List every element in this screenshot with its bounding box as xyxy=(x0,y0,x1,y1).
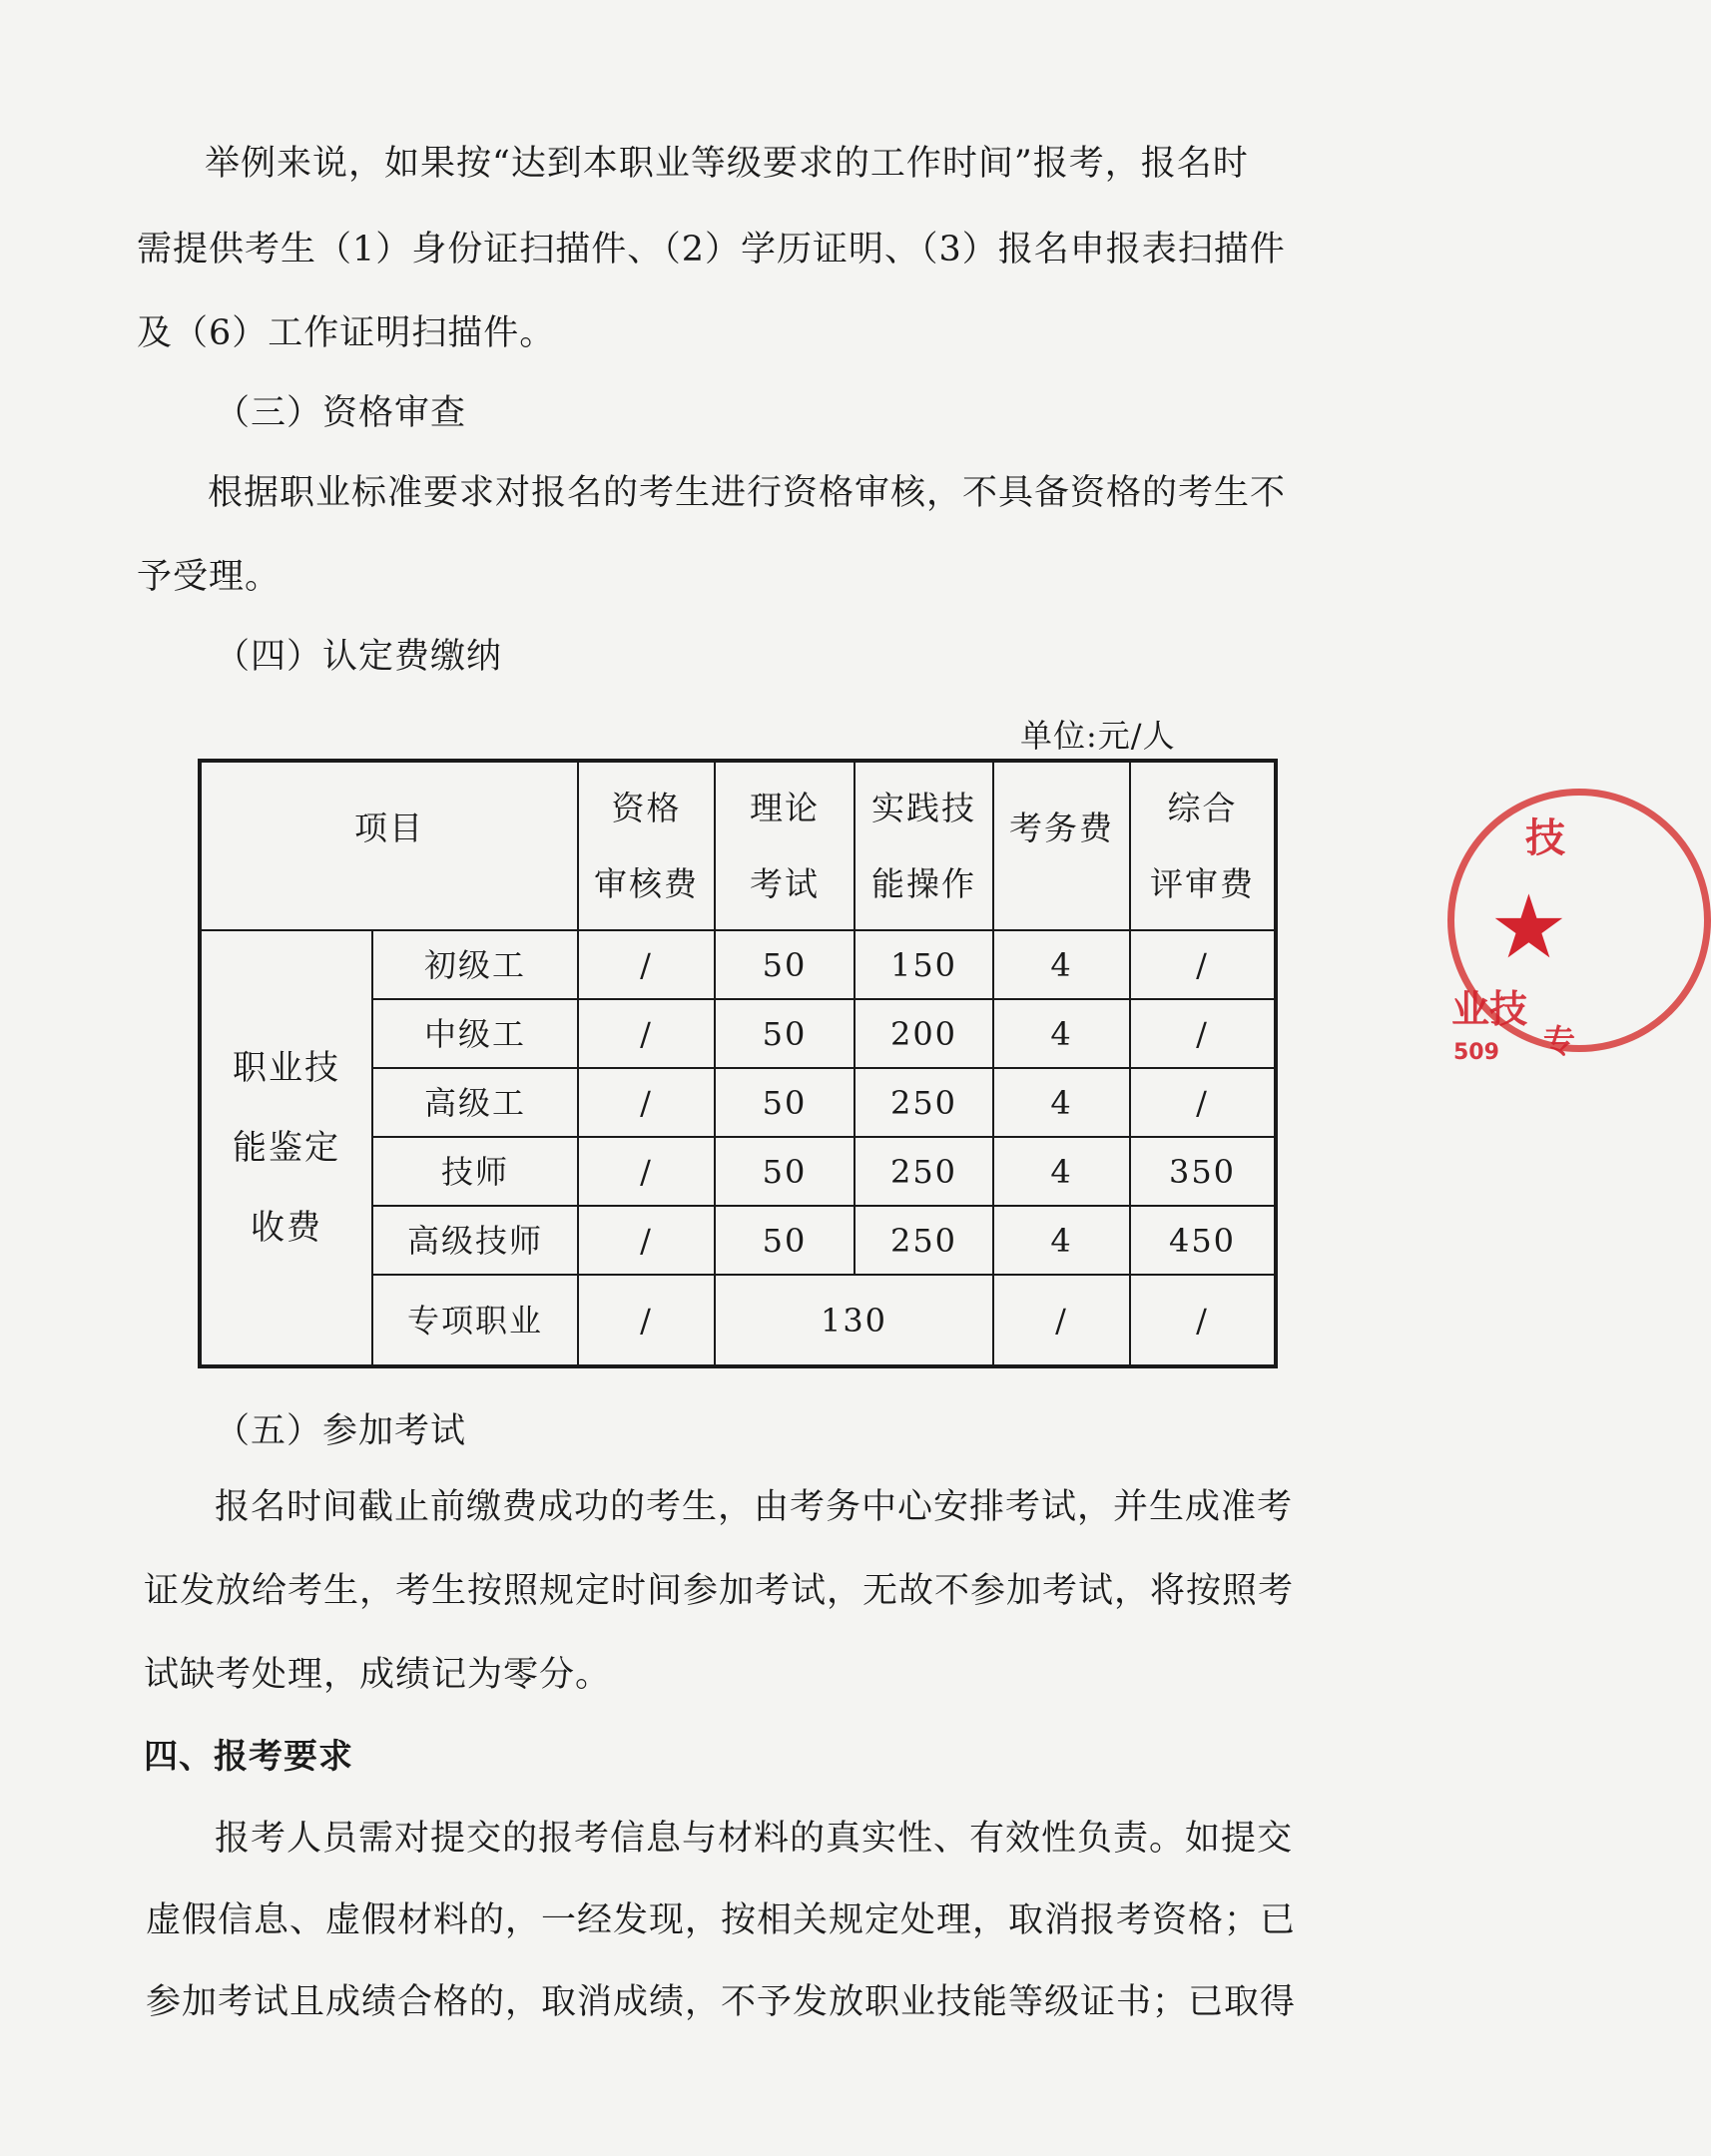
practice-cell: 200 xyxy=(855,999,993,1068)
seal-star-icon: ★ xyxy=(1489,875,1568,978)
exam-fee-cell: 4 xyxy=(993,1206,1130,1275)
subheading-take-exam: （五）参加考试 xyxy=(215,1411,467,1451)
qual-fee-cell: / xyxy=(578,930,715,999)
theory-cell: 50 xyxy=(715,1068,855,1137)
subheading-qualification-review: （三）资格审查 xyxy=(215,393,467,433)
level-cell: 专项职业 xyxy=(372,1275,578,1366)
level-cell: 技师 xyxy=(372,1137,578,1206)
table-unit-label: 单位:元/人 xyxy=(1020,717,1176,755)
level-cell: 高级技师 xyxy=(372,1206,578,1275)
header-practical-skill: 实践技 能操作 xyxy=(855,761,993,930)
practice-cell: 250 xyxy=(855,1206,993,1275)
theory-cell: 50 xyxy=(715,930,855,999)
exam-fee-cell: 4 xyxy=(993,1068,1130,1137)
review-fee-cell: / xyxy=(1130,999,1276,1068)
exam-fee-cell: 4 xyxy=(993,999,1130,1068)
review-fee-cell: / xyxy=(1130,930,1276,999)
table-row xyxy=(200,930,1276,999)
official-seal xyxy=(1447,779,1607,1098)
exam-fee-cell: / xyxy=(993,1275,1130,1366)
combined-fee-cell: 130 xyxy=(715,1275,993,1366)
seal-text: 业技 xyxy=(1451,987,1528,1031)
review-fee-cell: / xyxy=(1130,1275,1276,1366)
qual-fee-cell: / xyxy=(578,1137,715,1206)
fee-table xyxy=(198,759,1278,1368)
review-fee-cell: 450 xyxy=(1130,1206,1276,1275)
level-cell: 初级工 xyxy=(372,930,578,999)
table-header-row xyxy=(200,761,1276,930)
theory-cell: 50 xyxy=(715,1137,855,1206)
qual-fee-cell: / xyxy=(578,999,715,1068)
theory-cell: 50 xyxy=(715,1206,855,1275)
qual-fee-cell: / xyxy=(578,1206,715,1275)
practice-cell: 250 xyxy=(855,1137,993,1206)
text-line: 报名时间截止前缴费成功的考生，由考务中心安排考试，并生成准考 xyxy=(215,1487,1294,1527)
header-item: 项目 xyxy=(200,761,578,930)
category-cell: 职业技 能鉴定 收费 xyxy=(200,930,372,1366)
text-line: 根据职业标准要求对报名的考生进行资格审核，不具备资格的考生不 xyxy=(208,473,1287,513)
text-line: 参加考试且成绩合格的，取消成绩，不予发放职业技能等级证书；已取得 xyxy=(146,1982,1297,2022)
text-line: 及（6）工作证明扫描件。 xyxy=(137,313,556,353)
text-line: 举例来说，如果按“达到本职业等级要求的工作时间”报考，报名时 xyxy=(205,144,1249,184)
level-cell: 中级工 xyxy=(372,999,578,1068)
text-line: 试缺考处理，成绩记为零分。 xyxy=(144,1655,612,1695)
exam-fee-cell: 4 xyxy=(993,930,1130,999)
review-fee-cell: 350 xyxy=(1130,1137,1276,1206)
text-line: 证发放给考生，考生按照规定时间参加考试，无故不参加考试，将按照考 xyxy=(144,1571,1295,1611)
qual-fee-cell: / xyxy=(578,1275,715,1366)
header-theory-exam: 理论 考试 xyxy=(715,761,855,930)
section-heading-requirements: 四、报考要求 xyxy=(144,1737,353,1777)
theory-cell: 50 xyxy=(715,999,855,1068)
header-review-fee: 综合 评审费 xyxy=(1130,761,1276,930)
text-line: 予受理。 xyxy=(137,557,282,597)
header-qualification-fee: 资格 审核费 xyxy=(578,761,715,930)
seal-text: 技 xyxy=(1525,815,1565,861)
header-exam-fee: 考务费 xyxy=(993,761,1130,930)
text-line: 报考人员需对提交的报考信息与材料的真实性、有效性负责。如提交 xyxy=(215,1819,1294,1859)
text-line: 虚假信息、虚假材料的，一经发现，按相关规定处理，取消报考资格；已 xyxy=(146,1900,1297,1940)
seal-text: 专 xyxy=(1543,1022,1576,1060)
level-cell: 高级工 xyxy=(372,1068,578,1137)
practice-cell: 250 xyxy=(855,1068,993,1137)
exam-fee-cell: 4 xyxy=(993,1137,1130,1206)
subheading-fee-payment: （四）认定费缴纳 xyxy=(215,637,503,677)
review-fee-cell: / xyxy=(1130,1068,1276,1137)
seal-text: 509 xyxy=(1453,1040,1499,1065)
text-line: 需提供考生（1）身份证扫描件、（2）学历证明、（3）报名申报表扫描件 xyxy=(137,230,1286,270)
qual-fee-cell: / xyxy=(578,1068,715,1137)
practice-cell: 150 xyxy=(855,930,993,999)
